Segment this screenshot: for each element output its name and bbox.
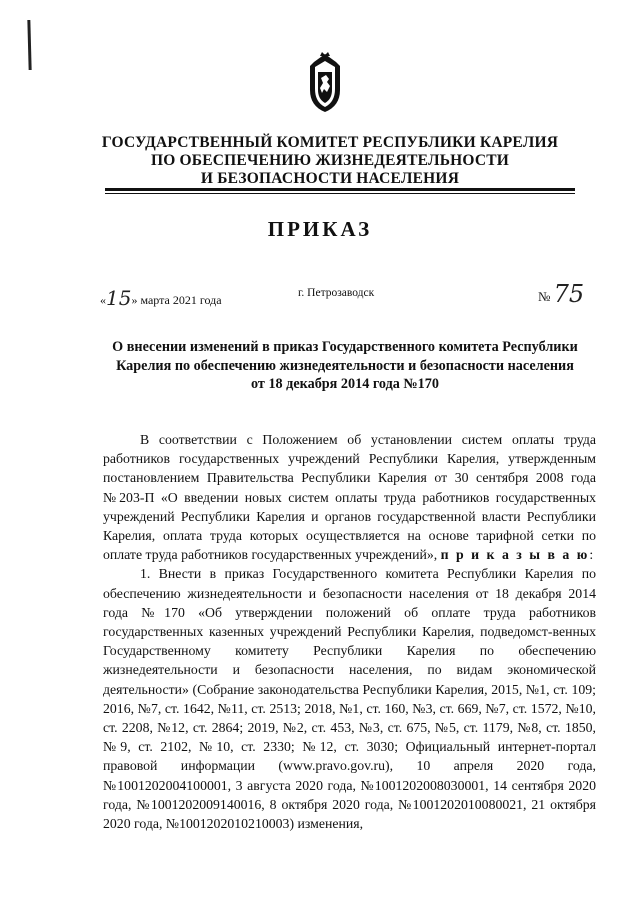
number-value-handwritten: 75 [553, 280, 585, 308]
header-rule-thin [105, 193, 575, 194]
number-label: № [538, 289, 551, 304]
subject-line-1: О внесении изменений в приказ Государственного комитета Республики [112, 339, 578, 355]
subject-line-3: от 18 декабря 2014 года №170 [251, 376, 439, 392]
order-subject [95, 338, 595, 394]
paragraph-preamble [103, 430, 596, 564]
organization-name [100, 134, 560, 188]
org-line-1: ГОСУДАРСТВЕННЫЙ КОМИТЕТ РЕСПУБЛИКИ КАРЕЛИЯ [101, 134, 559, 151]
date-open-quote: « [100, 293, 106, 307]
preamble-end: : [589, 547, 594, 563]
preamble-text: В соответствии с Положением об установлении систем оплаты труда работников государственных учреждений Республики Карелия, утвержденным постановлением Правительства Республики Карелия от 30 сентября 2008 года №203-П «О введении новых систем оплаты труда работников государственных учреждений Республики Карелия и органов государственной власти Республики Карелия, оплата труда которых осуществляется на основе тарифной сетки по оплате труда работников государственных учреждений», [103, 432, 596, 563]
scan-mark [27, 20, 31, 70]
date-day-handwritten: 15 [106, 286, 132, 310]
subject-line-2: Карелия по обеспечению жизнедеятельности и безопасности населения [116, 357, 574, 374]
org-line-2: ПО ОБЕСПЕЧЕНИЮ ЖИЗНЕДЕЯТЕЛЬНОСТИ [150, 152, 510, 169]
order-word: п р и к а з ы в а ю [440, 547, 590, 563]
order-date [100, 285, 222, 309]
date-close-quote: » [131, 293, 138, 307]
document-type-title: ПРИКАЗ [267, 217, 373, 241]
paragraph-item-1: 1. Внести в приказ Государственного комитета Республики Карелия по обеспечению жизнедеятельности и безопасности населения от 18 декабря 2014 года №170 «Об утверждении положений об оплате труда работников государственных казенных учреждений Республики Карелия, подведомст-венных Государственному комитету Республики Карелия по обеспечению жизнедеятельности и безопасности населения, по видам экономической деятельности» (Собрание законодательства Республики Карелия, 2015, №1, ст. 109; 2016, №7, ст. 1642, №11, ст. 2513; 2018, №1, ст. 160, №3, ст. 669, №7, ст. 1572, №10, ст. 2208, №12, ст. 2864; 2019, №2, ст. 453, №3, ст. 675, №5, ст. 1179, №8, ст. 1850, №9, ст. 2102, №10, ст. 2330; №12, ст. 3030; Официальный интернет-портал правовой информации (www.pravo.gov.ru), 10 апреля 2020 года, №1001202004100001, 3 августа 2020 года, №1001202008030001, 14 сентября 2020 года, №1001202009140016, 8 октября 2020 года, №1001202010080021, 21 октября 2020 года, №1001202010210003) изменения, [103, 566, 596, 832]
order-number [538, 279, 584, 307]
city: г. Петрозаводск [298, 287, 375, 299]
date-month-year: марта 2021 года [140, 293, 222, 307]
header-rule-thick [105, 188, 575, 191]
karelia-coat-of-arms-icon [300, 52, 350, 114]
org-line-3: И БЕЗОПАСНОСТИ НАСЕЛЕНИЯ [200, 170, 460, 187]
order-body [103, 430, 596, 833]
